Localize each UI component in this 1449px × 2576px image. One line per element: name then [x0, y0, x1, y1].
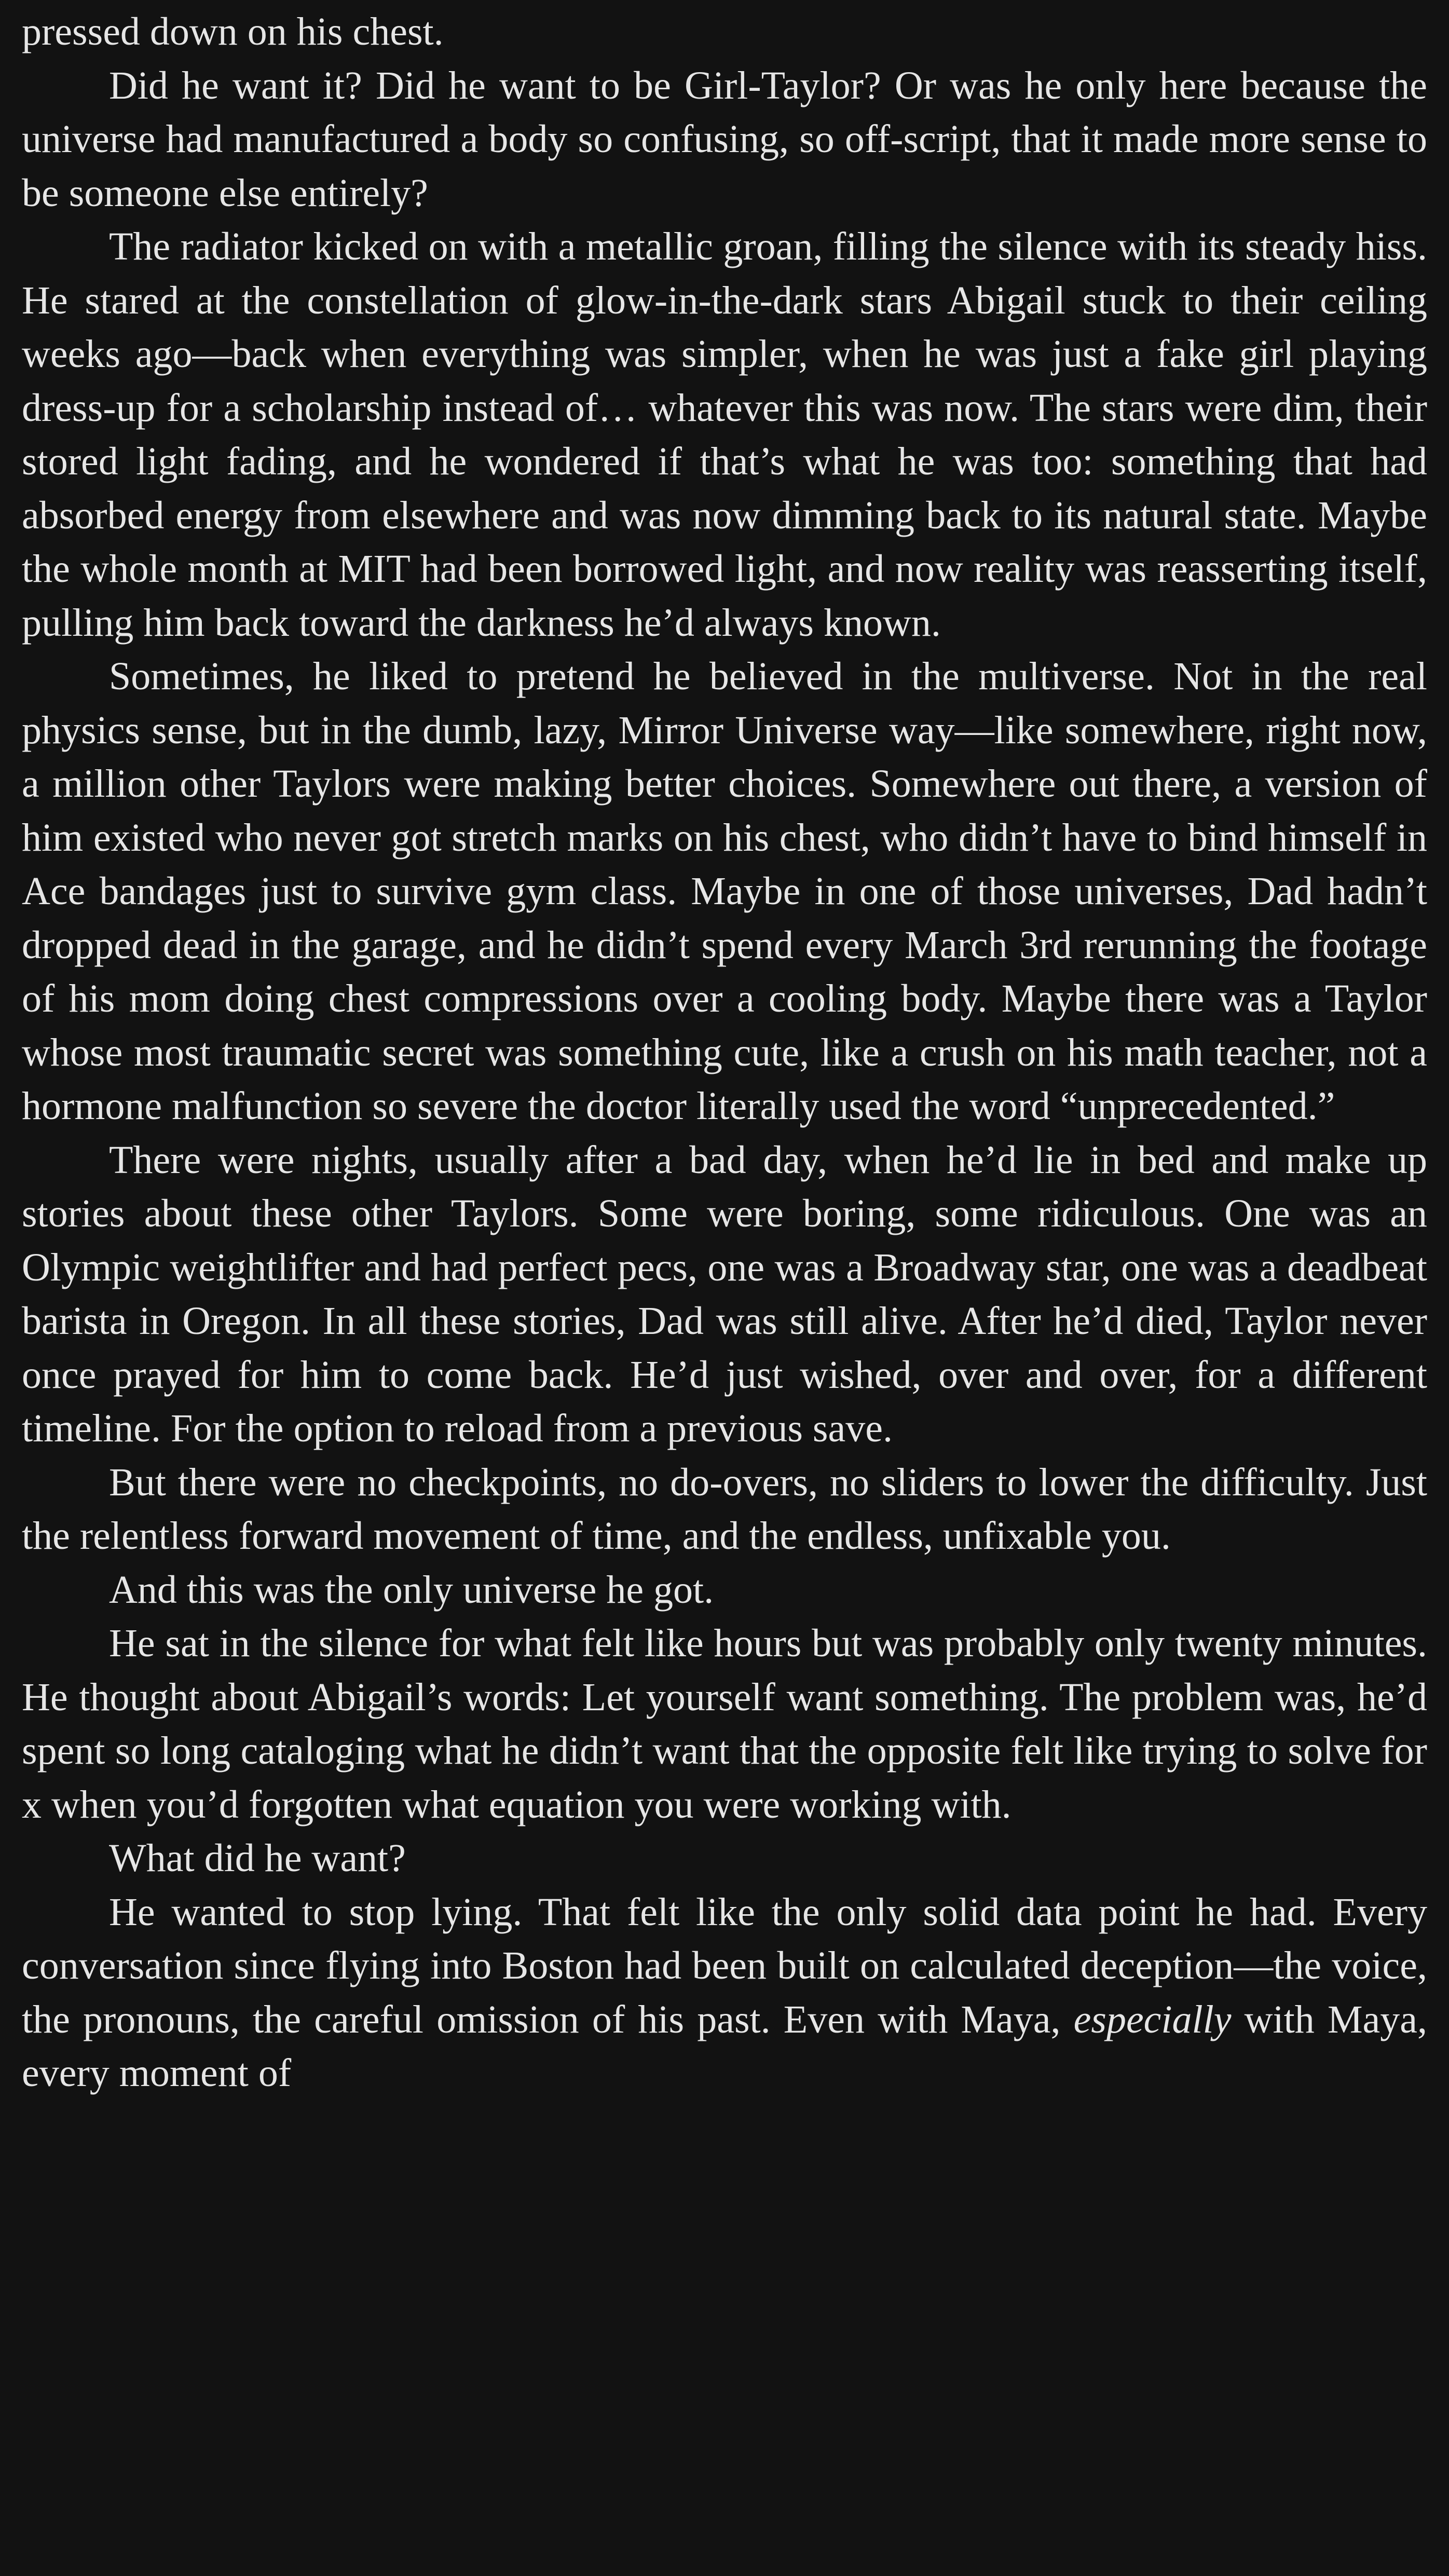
paragraph-10 [22, 1886, 1427, 2101]
paragraph-4: Sometimes, he liked to pretend he believed in the multiverse. Not in the real physics sense, but in the dumb, lazy, Mirror Universe way—like somewhere, right now, a million other Taylors were making better choices. Somewhere out there, a version of him existed who never got stretch marks on his chest, who didn’t have to bind himself in Ace bandages just to survive gym class. Maybe in one of those universes, Dad hadn’t dropped dead in the garage, and he didn’t spend every March 3rd rerunning the footage of his mom doing chest compressions over a cooling body. Maybe there was a Taylor whose most traumatic secret was something cute, like a crush on his math teacher, not a hormone malfunction so severe the doctor literally used the word “unprecedented.” [22, 655, 1427, 1128]
paragraph-9: What did he want? [109, 1836, 406, 1880]
paragraph-6: But there were no checkpoints, no do-overs, no sliders to lower the difficulty. Just the relentless forward movement of time, and the endless, unfixable you. [22, 1460, 1427, 1558]
paragraph-3: The radiator kicked on with a metallic groan, filling the silence with its steady hiss. He stared at the constellation of glow-in-the-dark stars Abigail stuck to their ceiling weeks ago—back when everything was simpler, when he was just a fake girl playing dress-up for a scholarship instead of… whatever this was now. The stars were dim, their stored light fading, and he wondered if that’s what he was too: something that had absorbed energy from elsewhere and was now dimming back to its natural state. Maybe the whole month at MIT had been borrowed light, and now reality was reasserting itself, pulling him back toward the darkness he’d always known. [22, 225, 1427, 645]
paragraph-10-emphasis: especially [1073, 1997, 1232, 2041]
paragraph-7: And this was the only universe he got. [109, 1568, 714, 1612]
paragraph-10-text-before: He wanted to stop lying. That felt like the only solid data point he had. Every conversation since flying into Boston had been built on calculated deception—the voice, the pronouns, the careful omission of his past. Even with Maya, [22, 1890, 1427, 2041]
paragraph-8: He sat in the silence for what felt like hours but was probably only twenty minutes. He thought about Abigail’s words: Let yourself want something. The problem was, he’d spent so long cataloging what he didn’t want that the opposite felt like trying to solve for x when you’d forgotten what equation you were working with. [22, 1621, 1427, 1827]
paragraph-1: pressed down on his chest. [22, 10, 444, 53]
paragraph-2: Did he want it? Did he want to be Girl-Taylor? Or was he only here because the universe had manufactured a body so confusing, so off-script, that it made more sense to be someone else entirely? [22, 63, 1427, 215]
paragraph-5: There were nights, usually after a bad day, when he’d lie in bed and make up stories about these other Taylors. Some were boring, some ridiculous. One was an Olympic weightlifter and had perfect pecs, one was a Broadway star, one was a deadbeat barista in Oregon. In all these stories, Dad was still alive. After he’d died, Taylor never once prayed for him to come back. He’d just wished, over and over, for a different timeline. For the option to reload from a previous save. [22, 1138, 1427, 1450]
paragraph-10-text-after: with Maya, every moment of [22, 1997, 1427, 2095]
